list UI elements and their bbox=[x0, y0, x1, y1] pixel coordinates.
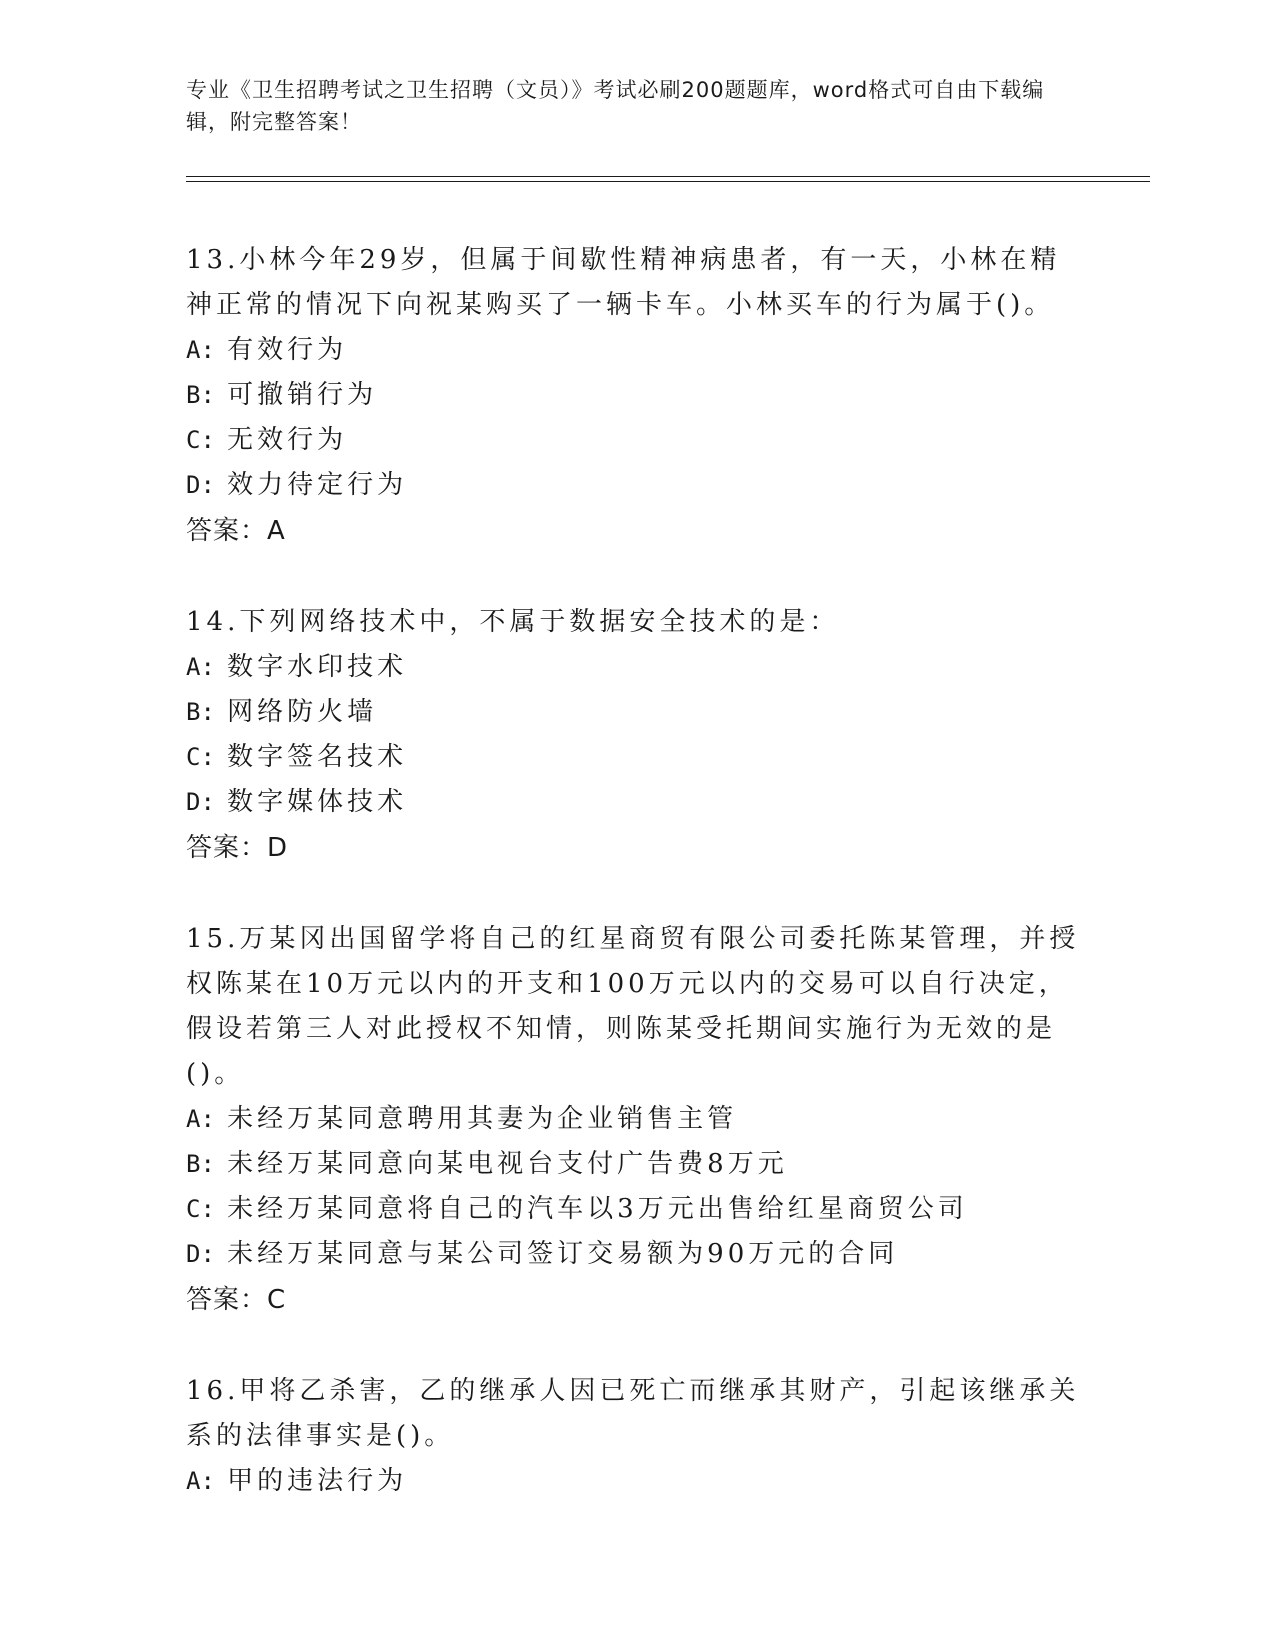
option-letter: D: bbox=[186, 1240, 215, 1268]
option-a bbox=[186, 328, 1086, 373]
option-text: 效力待定行为 bbox=[227, 470, 408, 500]
option-a bbox=[186, 645, 1086, 690]
question-15 bbox=[186, 917, 1086, 1324]
option-letter: B: bbox=[186, 381, 215, 409]
question-stem: 14.下列网络技术中，不属于数据安全技术的是： bbox=[186, 607, 840, 637]
option-c bbox=[186, 735, 1086, 780]
option-letter: B: bbox=[186, 698, 215, 726]
option-d bbox=[186, 1232, 1086, 1277]
option-text: 未经万某同意与某公司签订交易额为90万元的合同 bbox=[227, 1239, 899, 1269]
option-text: 未经万某同意向某电视台支付广告费8万元 bbox=[227, 1149, 788, 1179]
header-rule-top bbox=[186, 176, 1150, 177]
answer-line: 答案：A bbox=[186, 516, 286, 546]
option-b bbox=[186, 373, 1086, 418]
option-text: 无效行为 bbox=[227, 425, 348, 455]
document-header: 专业《卫生招聘考试之卫生招聘（文员）》考试必刷200题题库，word格式可自由下载编辑，附完整答案！ bbox=[186, 78, 1045, 134]
option-letter: A: bbox=[186, 653, 215, 681]
option-d bbox=[186, 780, 1086, 825]
option-c bbox=[186, 1187, 1086, 1232]
question-14 bbox=[186, 600, 1086, 872]
option-c bbox=[186, 418, 1086, 463]
header-rule-bottom bbox=[186, 181, 1150, 182]
option-text: 可撤销行为 bbox=[227, 380, 378, 410]
option-text: 有效行为 bbox=[227, 335, 348, 365]
option-letter: A: bbox=[186, 336, 215, 364]
question-stem: 16.甲将乙杀害，乙的继承人因已死亡而继承其财产，引起该继承关系的法律事实是()。 bbox=[186, 1376, 1080, 1451]
option-a bbox=[186, 1097, 1086, 1142]
option-text: 甲的违法行为 bbox=[227, 1466, 408, 1496]
question-list bbox=[186, 238, 1086, 1549]
option-text: 数字签名技术 bbox=[227, 742, 408, 772]
question-stem: 15.万某冈出国留学将自己的红星商贸有限公司委托陈某管理，并授权陈某在10万元以内的开支和100万元以内的交易可以自行决定，假设若第三人对此授权不知情，则陈某受托期间实施行为无效的是()。 bbox=[186, 924, 1080, 1089]
option-d bbox=[186, 463, 1086, 508]
option-letter: C: bbox=[186, 743, 215, 771]
answer-line: 答案：D bbox=[186, 833, 289, 863]
option-text: 数字媒体技术 bbox=[227, 787, 408, 817]
option-letter: B: bbox=[186, 1150, 215, 1178]
option-text: 未经万某同意聘用其妻为企业销售主管 bbox=[227, 1104, 738, 1134]
option-a bbox=[186, 1459, 1086, 1504]
question-stem: 13.小林今年29岁，但属于间歇性精神病患者，有一天，小林在精神正常的情况下向祝某购买了一辆卡车。小林买车的行为属于()。 bbox=[186, 245, 1061, 320]
option-letter: A: bbox=[186, 1467, 215, 1495]
option-text: 未经万某同意将自己的汽车以3万元出售给红星商贸公司 bbox=[227, 1194, 968, 1224]
option-b bbox=[186, 690, 1086, 735]
question-13 bbox=[186, 238, 1086, 555]
option-letter: D: bbox=[186, 788, 215, 816]
option-text: 数字水印技术 bbox=[227, 652, 408, 682]
question-16 bbox=[186, 1369, 1086, 1504]
option-letter: D: bbox=[186, 471, 215, 499]
answer-line: 答案：C bbox=[186, 1285, 287, 1315]
option-letter: A: bbox=[186, 1105, 215, 1133]
option-b bbox=[186, 1142, 1086, 1187]
option-text: 网络防火墙 bbox=[227, 697, 378, 727]
option-letter: C: bbox=[186, 426, 215, 454]
option-letter: C: bbox=[186, 1195, 215, 1223]
